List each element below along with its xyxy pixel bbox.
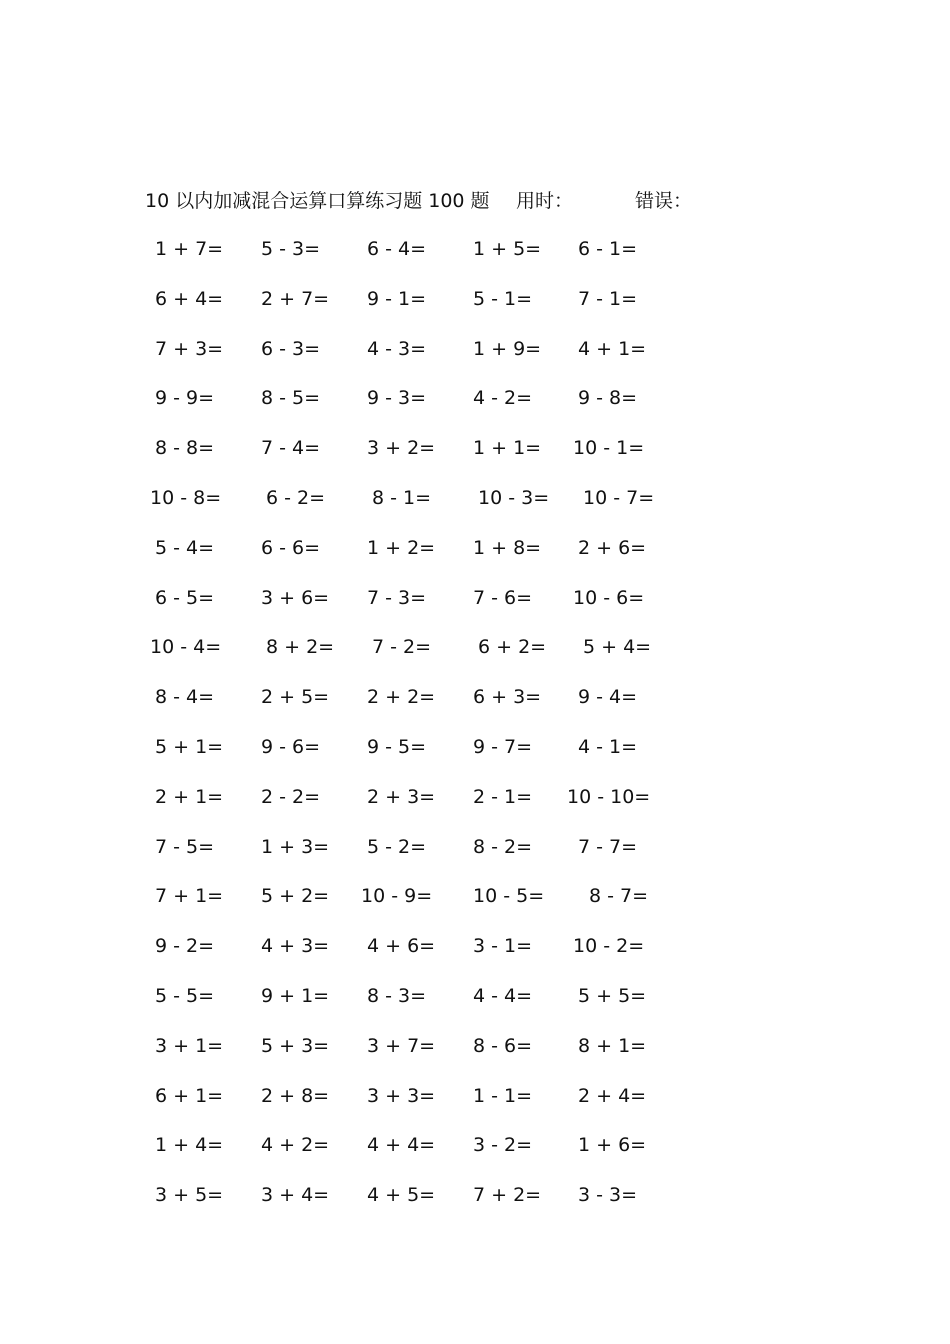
problem-item: 5 + 5= (578, 984, 647, 1007)
problem-row (0, 533, 950, 583)
problem-item: 3 - 1= (473, 935, 533, 958)
problem-item: 6 + 2= (478, 636, 547, 659)
problem-item: 4 + 1= (578, 337, 647, 360)
problem-item: 6 - 4= (367, 238, 427, 260)
problem-item: 5 - 1= (473, 287, 533, 310)
problem-item: 3 + 4= (261, 1184, 330, 1207)
problem-item: 9 - 1= (367, 287, 427, 310)
problem-row (0, 234, 950, 284)
problem-row (0, 1081, 950, 1131)
problem-item: 1 + 9= (473, 337, 542, 360)
problem-item: 7 - 6= (473, 586, 533, 609)
problem-item: 9 - 8= (578, 387, 638, 410)
problem-item: 4 - 3= (367, 337, 427, 360)
problem-item: 6 - 3= (261, 337, 321, 360)
problem-item: 10 - 10= (567, 785, 651, 808)
problem-item: 7 + 2= (473, 1184, 542, 1207)
problem-item: 2 + 1= (155, 785, 224, 808)
problem-item: 5 + 1= (155, 735, 224, 758)
problem-item: 4 + 2= (261, 1134, 330, 1157)
problem-item: 7 - 1= (578, 287, 638, 310)
problem-item: 1 + 5= (473, 238, 542, 260)
problem-item: 10 - 2= (573, 935, 645, 958)
problem-item: 1 + 3= (261, 835, 330, 858)
problem-item: 7 - 2= (372, 636, 432, 659)
problem-item: 9 - 7= (473, 735, 533, 758)
problem-row (0, 732, 950, 782)
problem-row (0, 284, 950, 334)
problem-row (0, 483, 950, 533)
problem-item: 2 + 7= (261, 287, 330, 310)
problem-row (0, 682, 950, 732)
problem-item: 3 + 6= (261, 586, 330, 609)
problem-item: 10 - 1= (573, 437, 645, 460)
problem-item: 1 + 8= (473, 536, 542, 559)
problem-item: 4 + 5= (367, 1184, 436, 1207)
problem-item: 5 - 2= (367, 835, 427, 858)
problem-item: 9 - 5= (367, 735, 427, 758)
problem-row (0, 583, 950, 633)
problem-item: 1 + 1= (473, 437, 542, 460)
problem-item: 5 + 2= (261, 885, 330, 908)
problem-item: 8 + 1= (578, 1034, 647, 1057)
problem-item: 4 + 6= (367, 935, 436, 958)
problem-item: 9 - 9= (155, 387, 215, 410)
problem-item: 9 - 3= (367, 387, 427, 410)
problem-item: 8 - 2= (473, 835, 533, 858)
problem-item: 3 + 1= (155, 1034, 224, 1057)
problem-item: 2 + 5= (261, 686, 330, 709)
problem-item: 6 - 1= (578, 238, 638, 260)
problem-item: 1 + 7= (155, 238, 224, 260)
problem-item: 6 + 1= (155, 1084, 224, 1107)
problem-item: 6 - 6= (261, 536, 321, 559)
problem-item: 8 - 1= (372, 486, 432, 509)
problem-item: 2 - 2= (261, 785, 321, 808)
problem-item: 8 - 7= (589, 885, 649, 908)
problem-item: 3 + 5= (155, 1184, 224, 1207)
problem-row (0, 832, 950, 882)
problem-item: 6 - 2= (266, 486, 326, 509)
problem-item: 3 + 3= (367, 1084, 436, 1107)
problem-item: 1 + 2= (367, 536, 436, 559)
problem-item: 2 + 2= (367, 686, 436, 709)
problem-item: 5 - 5= (155, 984, 215, 1007)
problem-item: 7 + 1= (155, 885, 224, 908)
problem-item: 1 - 1= (473, 1084, 533, 1107)
problem-row (0, 334, 950, 384)
problem-item: 5 + 4= (583, 636, 652, 659)
problem-item: 5 + 3= (261, 1034, 330, 1057)
problem-item: 2 + 4= (578, 1084, 647, 1107)
problem-item: 6 + 3= (473, 686, 542, 709)
problem-item: 2 + 6= (578, 536, 647, 559)
problem-item: 1 + 4= (155, 1134, 224, 1157)
problem-row (0, 632, 950, 682)
problem-item: 10 - 4= (150, 636, 222, 659)
problem-row (0, 1130, 950, 1180)
problem-item: 9 - 2= (155, 935, 215, 958)
errors-label: 错误： (635, 190, 693, 212)
problem-item: 6 + 4= (155, 287, 224, 310)
problem-item: 4 + 4= (367, 1134, 436, 1157)
problem-item: 8 - 5= (261, 387, 321, 410)
problem-item: 4 - 1= (578, 735, 638, 758)
problem-item: 3 - 3= (578, 1184, 638, 1207)
problem-item: 7 + 3= (155, 337, 224, 360)
problem-row (0, 881, 950, 931)
problem-row (0, 383, 950, 433)
problem-row (0, 782, 950, 832)
problem-item: 7 - 4= (261, 437, 321, 460)
problem-item: 5 - 3= (261, 238, 321, 260)
problem-item: 2 - 1= (473, 785, 533, 808)
problem-item: 9 - 4= (578, 686, 638, 709)
problem-item: 3 - 2= (473, 1134, 533, 1157)
problem-item: 1 + 6= (578, 1134, 647, 1157)
problem-row (0, 433, 950, 483)
problem-item: 10 - 3= (478, 486, 550, 509)
problem-item: 10 - 5= (473, 885, 545, 908)
problem-row (0, 931, 950, 981)
problem-item: 3 + 2= (367, 437, 436, 460)
problem-item: 10 - 8= (150, 486, 222, 509)
problem-item: 9 + 1= (261, 984, 330, 1007)
problem-item: 4 - 4= (473, 984, 533, 1007)
problem-item: 10 - 9= (361, 885, 433, 908)
problem-row (0, 1180, 950, 1230)
problem-item: 10 - 7= (583, 486, 655, 509)
problem-item: 8 - 8= (155, 437, 215, 460)
problem-item: 8 - 4= (155, 686, 215, 709)
problem-item: 7 - 5= (155, 835, 215, 858)
problem-item: 10 - 6= (573, 586, 645, 609)
time-used-label: 用时： (516, 190, 574, 212)
problem-item: 2 + 8= (261, 1084, 330, 1107)
problem-item: 8 - 3= (367, 984, 427, 1007)
problem-row (0, 1031, 950, 1081)
problem-item: 7 - 7= (578, 835, 638, 858)
problem-item: 6 - 5= (155, 586, 215, 609)
problem-grid (0, 234, 950, 1230)
problem-item: 7 - 3= (367, 586, 427, 609)
problem-item: 4 + 3= (261, 935, 330, 958)
problem-item: 3 + 7= (367, 1034, 436, 1057)
problem-row (0, 981, 950, 1031)
problem-item: 4 - 2= (473, 387, 533, 410)
problem-item: 8 + 2= (266, 636, 335, 659)
problem-item: 2 + 3= (367, 785, 436, 808)
problem-item: 9 - 6= (261, 735, 321, 758)
problem-item: 8 - 6= (473, 1034, 533, 1057)
worksheet-title: 10 以内加减混合运算口算练习题 100 题 (145, 190, 490, 212)
problem-item: 5 - 4= (155, 536, 215, 559)
